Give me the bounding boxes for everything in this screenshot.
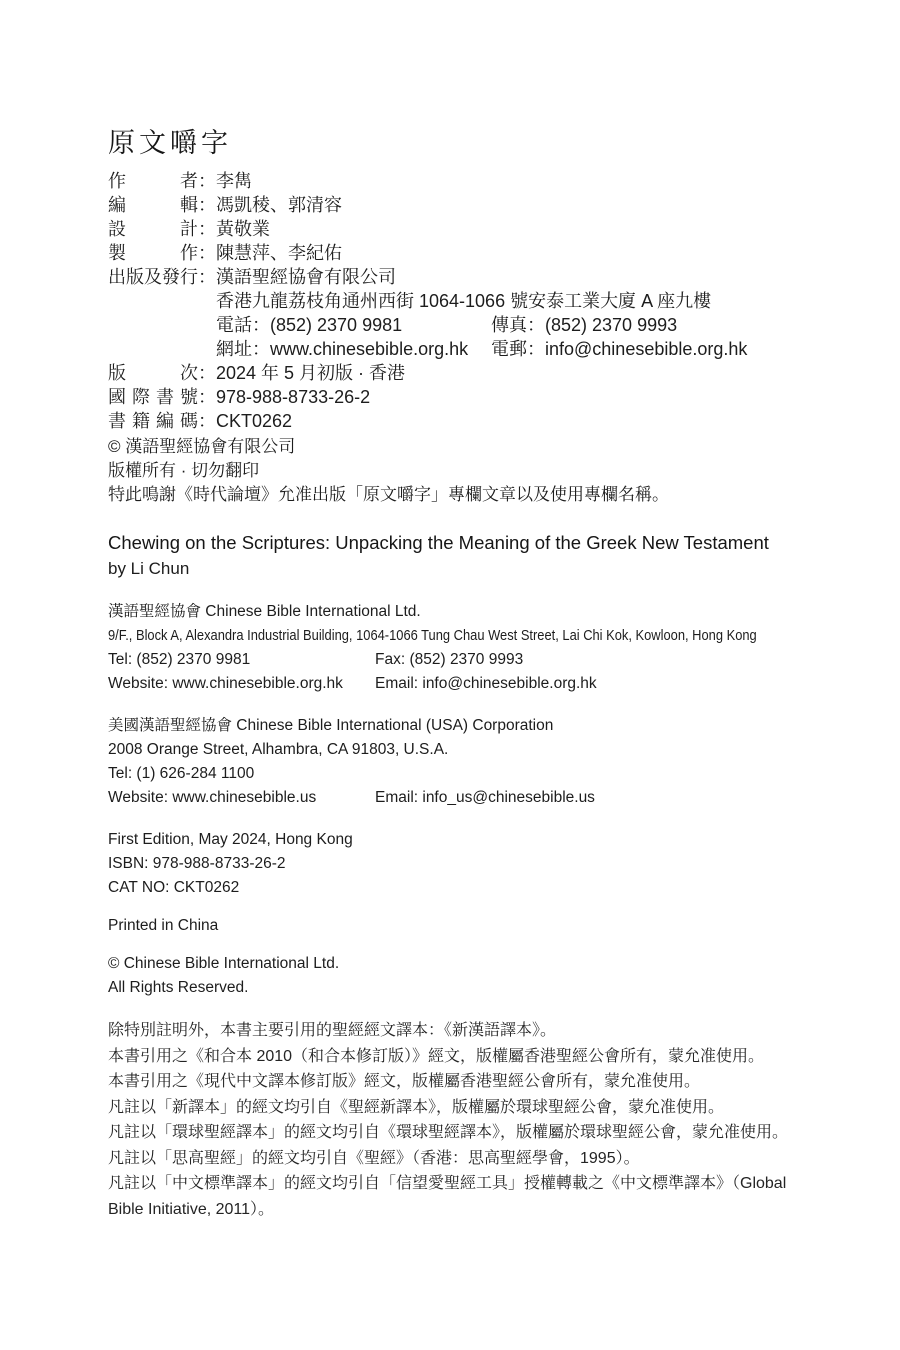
- colophon-row-publisher: [108, 265, 792, 289]
- row-label: 作者: [108, 171, 198, 191]
- row-value: 2024 年 5 月初版 · 香港: [216, 363, 406, 383]
- row-value: 馮凱稜、郭清容: [216, 195, 342, 215]
- website-line: 網址：www.chinesebible.org.hk: [216, 339, 469, 359]
- row-value: 黃敬業: [216, 219, 270, 239]
- permissions-notes: [108, 1018, 808, 1222]
- page-title: 原文嚼字: [108, 128, 232, 158]
- colophon-row-production: [108, 241, 792, 265]
- publisher-address: 香港九龍荔枝角通州西街 1064-1066 號安泰工業大廈 A 座九樓: [216, 291, 712, 311]
- office-address: 2008 Orange Street, Alhambra, CA 91803, U.S.A.: [108, 741, 449, 758]
- email-line: 電郵：info@chinesebible.org.hk: [491, 339, 748, 359]
- email-line: Email: info_us@chinesebible.us: [375, 789, 595, 806]
- chinese-legal-block: [108, 435, 792, 507]
- permission-note: 本書引用之《和合本 2010（和合本修訂版）》經文，版權屬香港聖經公會所有，蒙允准使用。: [108, 1047, 765, 1065]
- permission-note: 凡註以「環球聖經譯本」的經文均引自《環球聖經譯本》，版權屬於環球聖經公會，蒙允准使用。: [108, 1124, 789, 1141]
- office-name: 漢語聖經協會 Chinese Bible International Ltd.: [108, 603, 421, 620]
- permission-note: 凡註以「新譯本」的經文均引自《聖經新譯本》，版權屬於環球聖經公會，蒙允准使用。: [108, 1098, 725, 1116]
- row-label: 出版及發行: [108, 267, 198, 287]
- row-label: 製作: [108, 243, 198, 263]
- isbn-line: ISBN: 978-988-8733-26-2: [108, 855, 286, 872]
- row-colon: ：: [198, 243, 216, 263]
- colophon-row-editor: [108, 193, 792, 217]
- publisher-phone-row: [216, 313, 792, 337]
- acknowledgement-line: 特此鳴謝《時代論壇》允准出版「原文嚼字」專欄文章以及使用專欄名稱。: [108, 485, 669, 504]
- publisher-web-row: [216, 337, 792, 361]
- copyright-line: © 漢語聖經協會有限公司: [108, 437, 296, 456]
- colophon-row-isbn: [108, 385, 792, 409]
- hk-web-row: [108, 672, 792, 696]
- row-colon: ：: [198, 363, 216, 383]
- edition-block: [108, 828, 792, 900]
- row-value: 陳慧萍、李紀佑: [216, 243, 342, 263]
- printed-line: Printed in China: [108, 917, 219, 934]
- row-colon: ：: [198, 387, 216, 407]
- row-value: 漢語聖經協會有限公司: [216, 267, 396, 287]
- row-colon: ：: [198, 411, 216, 431]
- chinese-colophon: [108, 169, 792, 433]
- row-label: 設計: [108, 219, 198, 239]
- edition-line: First Edition, May 2024, Hong Kong: [108, 831, 353, 848]
- permission-note: 除特別註明外，本書主要引用的聖經經文譯本：《新漢語譯本》。: [108, 1022, 557, 1039]
- rights-line: 版權所有 · 切勿翻印: [108, 461, 260, 480]
- row-colon: ：: [198, 195, 216, 215]
- byline: by Li Chun: [108, 559, 190, 578]
- office-address: 9/F., Block A, Alexandra Industrial Building, 1064-1066 Tung Chau West Street, Lai Chi Kok, Kowloon, Hong Kong: [108, 627, 757, 644]
- row-colon: ：: [198, 267, 216, 287]
- permission-note: 凡註以「思高聖經」的經文均引自《聖經》（香港：思高聖經學會，1995）。: [108, 1149, 640, 1167]
- row-value: 978-988-8733-26-2: [216, 387, 371, 407]
- cat-no-line: CAT NO: CKT0262: [108, 879, 240, 896]
- page-content: [108, 126, 792, 1222]
- hk-office-block: [108, 600, 792, 696]
- colophon-row-edition: [108, 361, 792, 385]
- rights-line: All Rights Reserved.: [108, 979, 249, 996]
- usa-web-row: [108, 786, 792, 810]
- hk-phone-row: [108, 648, 792, 672]
- colophon-row-catno: [108, 409, 792, 433]
- website-line: Website: www.chinesebible.us: [108, 789, 317, 806]
- copyright-line: © Chinese Bible International Ltd.: [108, 955, 340, 972]
- office-name: 美國漢語聖經協會 Chinese Bible International (USA) Corporation: [108, 717, 554, 734]
- colophon-row-design: [108, 217, 792, 241]
- tel-line: Tel: (1) 626-284 1100: [108, 765, 255, 782]
- row-colon: ：: [198, 171, 216, 191]
- row-label: 編輯: [108, 195, 198, 215]
- row-label: 國際書號: [108, 387, 198, 407]
- row-label: 版次: [108, 363, 198, 383]
- row-value: CKT0262: [216, 411, 293, 431]
- english-title: Chewing on the Scriptures: Unpacking the Meaning of the Greek New Testament: [108, 532, 769, 553]
- email-line: Email: info@chinesebible.org.hk: [375, 675, 597, 692]
- tel-line: Tel: (852) 2370 9981: [108, 651, 251, 668]
- usa-office-block: [108, 714, 792, 810]
- english-copyright-block: [108, 952, 792, 1000]
- website-line: Website: www.chinesebible.org.hk: [108, 675, 343, 692]
- row-colon: ：: [198, 219, 216, 239]
- colophon-row-author: [108, 169, 792, 193]
- printed-block: [108, 914, 792, 938]
- row-label: 書籍編碼: [108, 411, 198, 431]
- phone-line: 電話：(852) 2370 9981: [216, 315, 403, 335]
- fax-line: Fax: (852) 2370 9993: [375, 651, 524, 668]
- permission-note: 凡註以「中文標準譯本」的經文均引自「信望愛聖經工具」授權轉載之《中文標準譯本》（Global Bible Initiative, 2011）。: [108, 1175, 787, 1218]
- permission-note: 本書引用之《現代中文譯本修訂版》經文，版權屬香港聖經公會所有，蒙允准使用。: [108, 1073, 701, 1090]
- fax-line: 傳真：(852) 2370 9993: [491, 315, 678, 335]
- row-value: 李雋: [216, 171, 252, 191]
